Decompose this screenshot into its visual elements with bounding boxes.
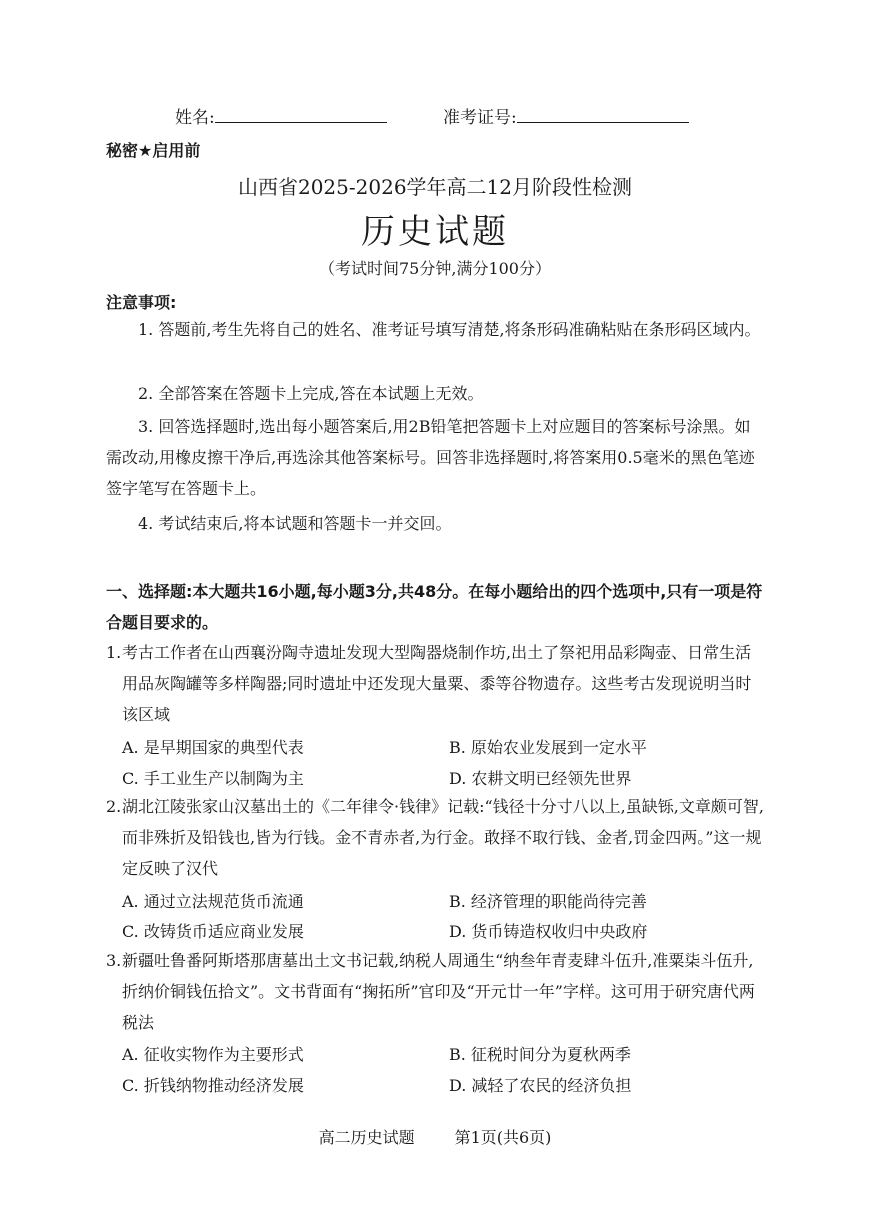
footer-subject: 高二历史试题 [318,1128,415,1147]
option-a: A. 是早期国家的典型代表 [122,738,304,757]
name-field [175,103,387,128]
option-b: B. 原始农业发展到一定水平 [449,738,647,757]
name-label: 姓名: [175,108,215,128]
subject-title: 历史试题 [361,212,509,252]
secret-mark: 秘密★启用前 [106,141,201,160]
question-3 [106,945,766,1038]
question-number: 1. [106,643,122,662]
notice-title: 注意事项: [106,293,177,312]
exam-name: 山西省2025-2026学年高二12月阶段性检测 [237,175,632,199]
page-number: 第1页(共6页) [454,1128,552,1147]
exam-id-label: 准考证号: [443,108,517,128]
question-number: 2. [106,797,122,816]
exam-id-blank-line [517,106,689,123]
exam-info: （考试时间75分钟,满分100分） [319,259,551,278]
notice-item-2: 2. 全部答案在答题卡上完成,答在本试题上无效。 [138,384,484,403]
page-footer [0,1125,870,1148]
name-blank-line [215,106,387,123]
option-a: A. 征收实物作为主要形式 [122,1045,304,1064]
question-stem: 湖北江陵张家山汉墓出土的《二年律令·钱律》记载:“钱径十分寸八以上,虽缺铄,文章颇可智,而非殊折及铅钱也,皆为行钱。金不青赤者,为行金。敢择不取行钱、金者,罚金四两。”这一规定反映了汉代 [122,797,764,878]
option-a: A. 通过立法规范货币流通 [122,892,304,911]
exam-id-field [443,103,689,128]
notice-item-1: 1. 答题前,考生先将自己的姓名、准考证号填写清楚,将条形码准确粘贴在条形码区域内。 [138,320,761,339]
option-c: C. 折钱纳物推动经济发展 [122,1076,304,1095]
option-c: C. 改铸货币适应商业发展 [122,922,304,941]
option-d: D. 货币铸造权收归中央政府 [449,922,648,941]
question-2 [106,791,766,884]
question-stem: 新疆吐鲁番阿斯塔那唐墓出土文书记载,纳税人周通生“纳叁年青麦肆斗伍升,准粟柒斗伍升,折纳价铜钱伍拾文”。文书背面有“掬拓所”官印及“开元廿一年”字样。这可用于研究唐代两税法 [122,951,755,1032]
question-stem: 考古工作者在山西襄汾陶寺遗址发现大型陶器烧制作坊,出土了祭祀用品彩陶壶、日常生活用品灰陶罐等多样陶器;同时遗址中还发现大量粟、黍等谷物遗存。这些考古发现说明当时该区域 [122,643,752,724]
notice-item-3: 3. 回答选择题时,选出每小题答案后,用2B铅笔把答题卡上对应题目的答案标号涂黑。如需改动,用橡皮擦干净后,再选涂其他答案标号。回答非选择题时,将答案用0.5毫米的黑色笔迹签字笔写在答题卡上。 [106,417,755,498]
option-d: D. 减轻了农民的经济负担 [449,1076,632,1095]
option-c: C. 手工业生产以制陶为主 [122,769,304,788]
option-d: D. 农耕文明已经领先世界 [449,769,632,788]
notice-item-4: 4. 考试结束后,将本试题和答题卡一并交回。 [138,514,452,533]
section-1-title: 一、选择题:本大题共16小题,每小题3分,共48分。在每小题给出的四个选项中,只有一项是符合题目要求的。 [106,582,763,632]
question-1 [106,637,766,730]
option-b: B. 征税时间分为夏秋两季 [449,1045,631,1064]
question-number: 3. [106,951,122,970]
option-b: B. 经济管理的职能尚待完善 [449,892,647,911]
